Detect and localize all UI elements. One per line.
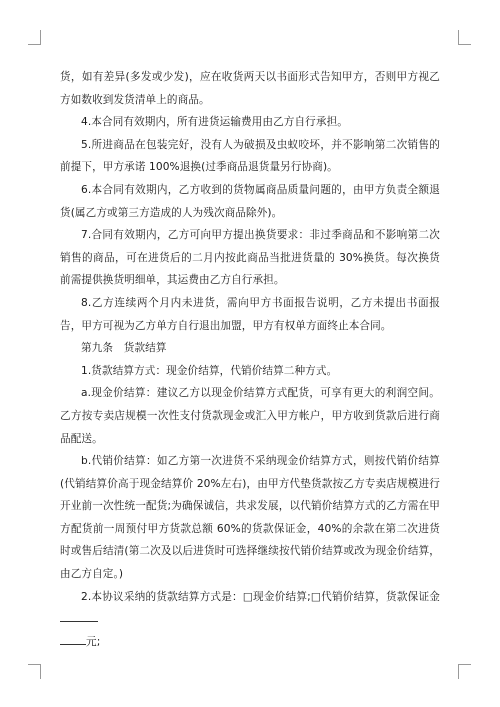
crop-mark-bottom-left — [28, 664, 41, 679]
payment-method-unit: 元; — [86, 635, 101, 648]
paragraph: 1.货款结算方式：现金价结算，代销价结算二种方式。 — [81, 364, 338, 377]
paragraph: 6.本合同有效期内，乙方收到的货物属商品质量问题的，由甲方负责全额退货(属乙方或第三方造成的人为残次商品除外)。 — [60, 183, 440, 219]
paragraph: b.代销价结算：如乙方第一次进货不采纳现金价结算方式，则按代销价结算(代销结算价高于现金结算价 20%左右)，由甲方代垫货款按乙方专卖店规模进行开业前一次性统一配货;为确保诚信，共求发展，以代销价结算方式的乙方需在甲方配货前一周预付甲方货款总额 60%的货款保证金，40%的余款在第二次进货时或售后结清(第二次及以后进货时可选择继续按代销价结算或改为现金价结算，由乙方自定。) — [60, 455, 440, 581]
crop-mark-top-right — [458, 30, 471, 45]
payment-method-text: 2.本协议采纳的货款结算方式是：□现金价结算;□代销价结算，货款保证金 — [81, 590, 440, 603]
paragraph: 5.所进商品在包装完好，没有人为破损及虫蚁咬坏，并不影响第二次销售的前提下，甲方承诺 100%退换(过季商品退货量另行协商)。 — [60, 138, 440, 174]
paragraph: 货，如有差异(多发或少发)，应在收货两天以书面形式告知甲方，否则甲方视乙方如数收到发货清单上的商品。 — [60, 71, 440, 106]
deposit-amount-blank — [60, 611, 98, 622]
paragraph: 8.乙方连续两个月内未进货，需向甲方书面报告说明，乙方未提出书面报告，甲方可视为乙方单方自行退出加盟，甲方有权单方面终止本合同。 — [60, 296, 440, 332]
document-body — [60, 66, 440, 653]
paragraph: a.现金价结算：建议乙方以现金价结算方式配货，可享有更大的利润空间。乙方按专卖店规模一次性支付货款现金或汇入甲方帐户，甲方收到货款后进行商品配送。 — [60, 387, 440, 445]
deposit-amount-blank-continued — [60, 634, 86, 645]
paragraph-payment-method — [60, 586, 440, 654]
crop-mark-bottom-right — [458, 664, 471, 679]
crop-mark-top-left — [28, 30, 41, 45]
paragraph: 7.合同有效期内，乙方可向甲方提出换货要求：非过季商品和不影响第二次销售的商品，可在进货后的二月内按此商品当批进货量的 30%换货。每次换货前需提供换货明细单，其运费由乙方自行承担。 — [60, 229, 440, 287]
paragraph: 4.本合同有效期内，所有进货运输费用由乙方自行承担。 — [81, 116, 348, 129]
section-heading: 第九条 货款结算 — [81, 342, 167, 355]
